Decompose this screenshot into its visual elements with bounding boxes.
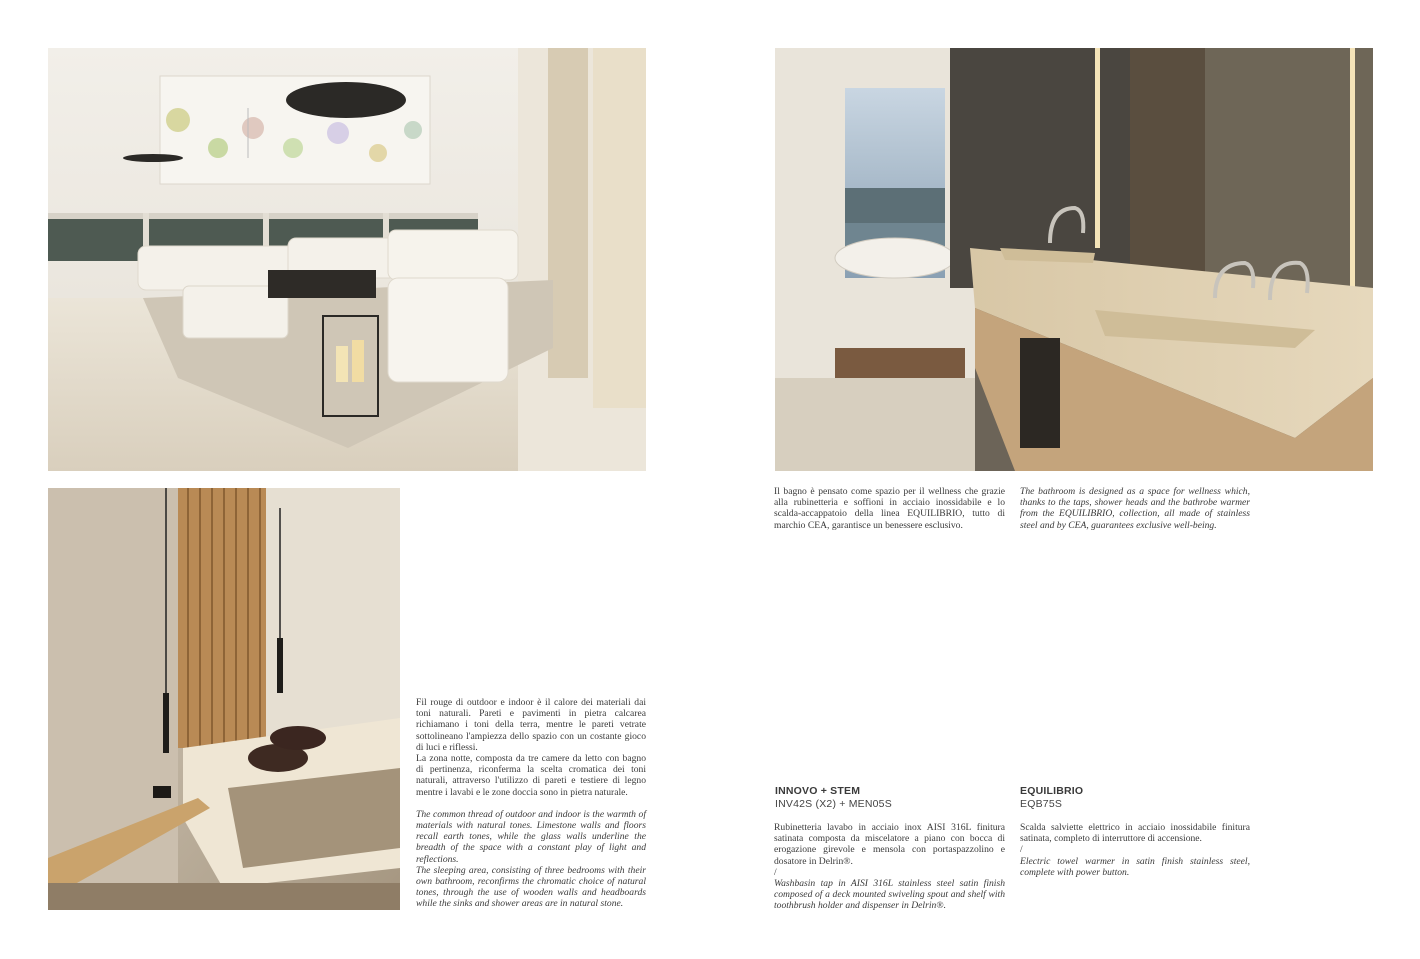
product-title: EQUILIBRIO	[1020, 785, 1084, 797]
description-italian: Scalda salviette elettrico in acciaio inossidabile finitura satinata, completo di interruttore di accensione.	[1020, 822, 1250, 845]
paragraph-english-2: The sleeping area, consisting of three bedrooms with their own bathroom, reconfirms the chromatic choice of natural tones, through the use of wooden walls and headboards while the sinks and shower areas are in natural stone.	[416, 864, 646, 910]
product-description	[774, 822, 1005, 912]
bathroom-caption-italian	[774, 486, 1005, 531]
caption-text: The bathroom is designed as a space for wellness which, thanks to the taps, shower heads and the bathrobe warmer from the EQUILIBRIO, collection, all made of stainless steel and by CEA, guarantees exclusive well-being.	[1020, 486, 1250, 531]
description-english: Washbasin tap in AISI 316L stainless steel satin finish composed of a deck mounted swiveling spout and shelf with toothbrush holder and dispenser in Delrin®.	[774, 878, 1005, 912]
language-separator: /	[774, 866, 777, 878]
paragraph-italian-1: Fil rouge di outdoor e indoor è il calore dei materiali dai toni naturali. Pareti e pavimenti in pietra calcarea richiamano i toni della terra, mentre le pareti vetrate sottolineano l'ampiezza dello spazio con un costante gioco di luci e riflessi.	[416, 697, 646, 753]
product-description	[1020, 822, 1250, 878]
description-english: Electric towel warmer in satin finish stainless steel, complete with power button.	[1020, 855, 1250, 878]
paragraph-italian-2: La zona notte, composta da tre camere da letto con bagno di pertinenza, riconferma la scelta cromatica dei toni naturali, attraverso l'utilizzo di pareti e testiere di legno mentre i lavabi e le zone doccia sono in pietra naturale.	[416, 753, 646, 798]
description-italian: Rubinetteria lavabo in acciaio inox AISI 316L finitura satinata composta da miscelatore a piano con bocca di erogazione girevole e mensola con portaspazzolino e dosatore in Delrin®.	[774, 822, 1005, 867]
living-room-photo	[48, 48, 646, 471]
interior-description	[416, 697, 646, 910]
paragraph-english-1: The common thread of outdoor and indoor is the warmth of materials with natural tones. Limestone walls and floors recall earth tones, while the glass walls underline the breadth of the space with a constant play of light and reflections.	[416, 808, 646, 865]
bedroom-photo	[48, 488, 400, 910]
bathroom-photo	[775, 48, 1373, 471]
bathroom-caption-english	[1020, 486, 1250, 531]
caption-text: Il bagno è pensato come spazio per il wellness che grazie alla rubinetteria e soffioni in acciaio inossidabile e lo scalda-accappatoio della linea EQUILIBRIO, tutto di marchio CEA, garantisce un benessere esclusivo.	[774, 486, 1005, 531]
product-title: INNOVO + STEM	[775, 785, 861, 797]
product-code: INV42S (X2) + MEN05S	[775, 798, 892, 810]
product-code: EQB75S	[1020, 798, 1063, 810]
language-separator: /	[1020, 844, 1023, 856]
